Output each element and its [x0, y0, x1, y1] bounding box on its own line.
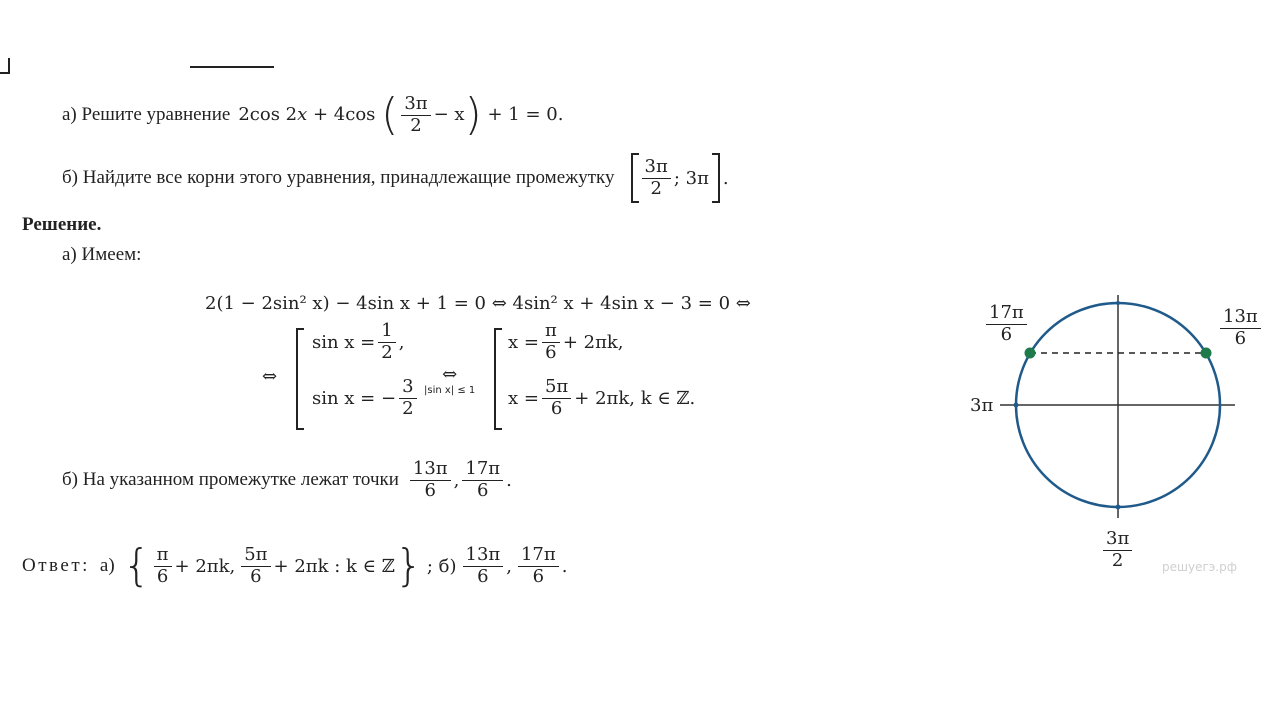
problem-a-eq-mid: + 4cos: [307, 104, 376, 125]
problem-b-label: б) Найдите все корни этого уравнения, принадлежащие промежутку: [62, 167, 615, 188]
point-17pi-6: [1025, 348, 1036, 359]
problem-b: [62, 150, 729, 206]
point-13pi-6: [1201, 348, 1212, 359]
point-3pi-2: [1116, 505, 1121, 510]
solution-a-intro: а) Имеем:: [62, 244, 142, 265]
point-top: [1116, 301, 1120, 305]
system2-bracket: [494, 328, 502, 430]
solution-b: б) На указанном промежутке лежат точки $\frac{13\pi}{6}$ , $\frac{17\pi}{6}$ .: [62, 457, 512, 501]
problem-a-eq-right: + 1 = 0.: [487, 104, 564, 125]
answer-label: Ответ:: [22, 555, 90, 576]
problem-b-interval-fraction: $\frac{3\pi}{2}$: [642, 158, 671, 199]
solution-line1: 2(1 − 2sin² x) − 4sin x + 1 = 0 ⇔ 4sin² x + 4sin x − 3 = 0 ⇔: [205, 293, 751, 314]
system1-line2: sin x = − $\frac{3}{2}$: [312, 378, 420, 419]
label-13pi-6: $\frac{13\pi}{6}$: [1217, 308, 1264, 349]
label-3pi: 3π: [970, 395, 994, 416]
label-17pi-6: $\frac{17\pi}{6}$: [983, 304, 1030, 345]
problem-a-inner-tail: − x: [433, 104, 465, 125]
problem-b-interval-right: ; 3π: [673, 167, 709, 189]
system2-line2: x = $\frac{5\pi}{6}$ + 2πk, k ∈ ℤ.: [508, 376, 696, 419]
equiv-under-condition: ⇔ |sin x| ≤ 1: [424, 364, 476, 396]
watermark: решуегэ.рф: [1162, 560, 1238, 574]
solution-heading: Решение.: [22, 214, 102, 235]
system1-line1: sin x = $\frac{1}{2}$ ,: [312, 320, 405, 363]
solution-equiv: ⇔: [262, 366, 278, 387]
label-3pi-2: $\frac{3\pi}{2}$: [1100, 530, 1135, 571]
problem-a-fraction: $\frac{3\pi}{2}$: [401, 95, 430, 136]
problem-b-period: .: [722, 167, 729, 189]
system2-line1: x = $\frac{\pi}{6}$ + 2πk,: [508, 320, 624, 363]
system1-bracket: [296, 328, 304, 430]
answer: Ответ: а) { $\frac{\pi}{6}$ + 2πk, $\frac{5\pi}{6}$ + 2πk : k ∈ ℤ } ; б) $\frac{13\pi}{6}$ , $\frac{17\pi}{6}$ .: [22, 540, 568, 591]
problem-a-label: а) Решите уравнение: [62, 104, 231, 125]
point-3pi: [1014, 403, 1019, 408]
problem-a: а) Решите уравнение 2cos 2x + 4cos ( $\frac{3\pi}{2}$ − x) + 1 = 0.: [62, 89, 564, 140]
top-bracket-artifact: [0, 58, 10, 74]
top-rule-artifact: [190, 66, 274, 68]
problem-a-eq-left: 2cos 2: [238, 104, 298, 125]
